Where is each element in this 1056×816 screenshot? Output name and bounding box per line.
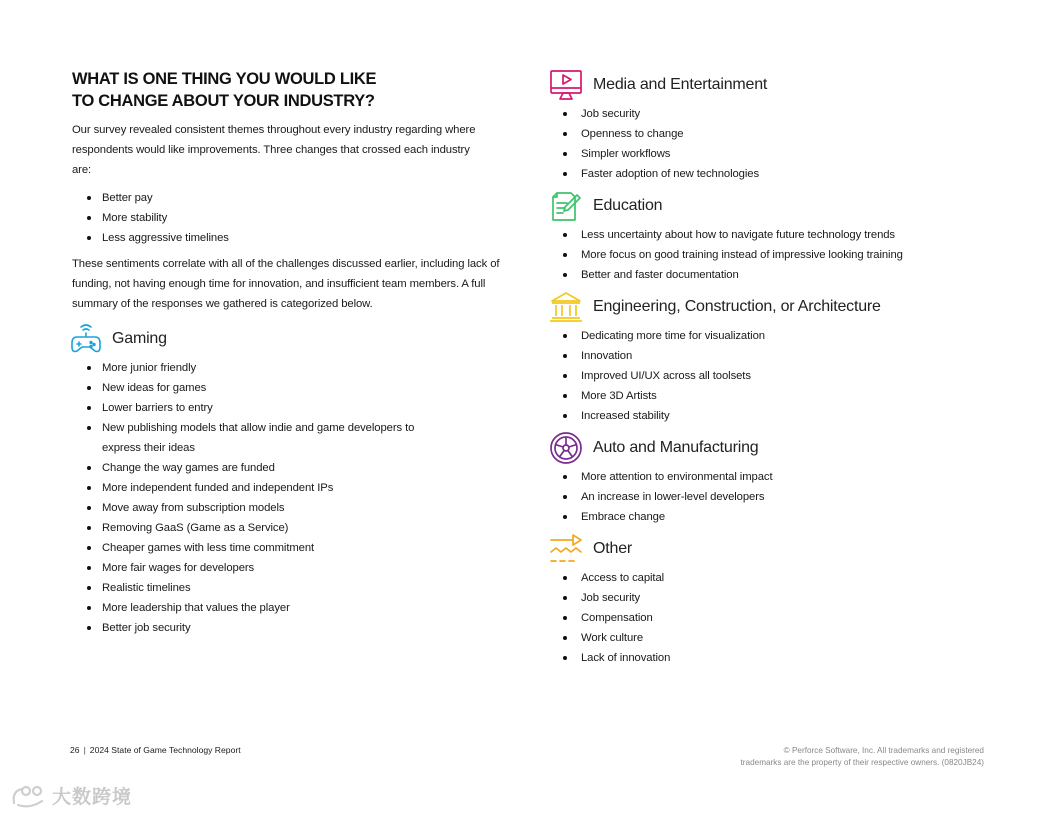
media-section-header [549, 68, 989, 102]
engineering-list [549, 326, 989, 426]
list-item: New publishing models that allow indie and game developers to express their ideas [72, 418, 432, 458]
list-item: Less aggressive timelines [72, 228, 512, 248]
building-columns-icon [549, 290, 583, 324]
summary-paragraph: These sentiments correlate with all of the challenges discussed earlier, including lack of funding, not having enough time for innovation, and insufficient team members. A full summary of the responses we gathered is categorized below. [72, 258, 500, 310]
gaming-list [72, 358, 512, 638]
list-item: Move away from subscription models [72, 498, 432, 518]
watermark-text: 大数跨境 [52, 787, 133, 808]
report-title: 2024 State of Game Technology Report [89, 745, 241, 755]
education-section [549, 189, 989, 285]
list-item: Better pay [72, 188, 512, 208]
engineering-section-header [549, 290, 989, 324]
copyright-notice [741, 745, 984, 769]
education-section-header [549, 189, 989, 223]
list-item: Compensation [549, 608, 989, 628]
list-item: Openness to change [549, 124, 989, 144]
arrows-zigzag-icon [549, 532, 583, 566]
list-item: Faster adoption of new technologies [549, 164, 989, 184]
other-section-header [549, 532, 989, 566]
list-item: Job security [549, 588, 989, 608]
auto-section [549, 431, 989, 527]
media-title: Media and Entertainment [593, 76, 768, 93]
list-item: More attention to environmental impact [549, 467, 989, 487]
list-item: More stability [72, 208, 512, 228]
page-footer [70, 745, 241, 755]
page-number: 26 [70, 745, 80, 755]
list-item: Change the way games are funded [72, 458, 432, 478]
engineering-title: Engineering, Construction, or Architecture [593, 298, 881, 315]
auto-section-header [549, 431, 989, 465]
list-item: Access to capital [549, 568, 989, 588]
engineering-section [549, 290, 989, 426]
list-item: Dedicating more time for visualization [549, 326, 989, 346]
heading-line-2: TO CHANGE ABOUT YOUR INDUSTRY? [72, 92, 375, 110]
list-item: More fair wages for developers [72, 558, 432, 578]
list-item: More focus on good training instead of impressive looking training [549, 245, 989, 265]
list-item: Lack of innovation [549, 648, 989, 668]
watermark-logo-icon [10, 783, 48, 809]
list-item: Better job security [72, 618, 432, 638]
education-list [549, 225, 989, 285]
auto-title: Auto and Manufacturing [593, 439, 759, 456]
other-list [549, 568, 989, 668]
list-item: Improved UI/UX across all toolsets [549, 366, 989, 386]
gamepad-icon [70, 323, 102, 355]
auto-list [549, 467, 989, 527]
watermark [10, 782, 132, 809]
monitor-play-icon [549, 68, 583, 102]
document-pencil-icon [549, 189, 583, 223]
list-item: Less uncertainty about how to navigate future technology trends [549, 225, 989, 245]
list-item: Removing GaaS (Game as a Service) [72, 518, 432, 538]
copyright-line-2: trademarks are the property of their respective owners. (0820JB24) [740, 758, 984, 767]
list-item: Better and faster documentation [549, 265, 989, 285]
list-item: New ideas for games [72, 378, 432, 398]
list-item: An increase in lower-level developers [549, 487, 989, 507]
media-list [549, 104, 989, 184]
list-item: Realistic timelines [72, 578, 432, 598]
list-item: More independent funded and independent IPs [72, 478, 432, 498]
list-item: Job security [549, 104, 989, 124]
list-item: Embrace change [549, 507, 989, 527]
page-heading [72, 68, 512, 112]
other-title: Other [593, 540, 633, 557]
wheel-icon [549, 431, 583, 465]
footer-separator: | [83, 745, 86, 755]
intro-paragraph: Our survey revealed consistent themes throughout every industry regarding where respondents would like improvements. Three changes that crossed each industry are: [72, 124, 476, 176]
list-item: Increased stability [549, 406, 989, 426]
common-changes-list [72, 188, 512, 248]
heading-line-1: WHAT IS ONE THING YOU WOULD LIKE [72, 70, 377, 88]
list-item: Work culture [549, 628, 989, 648]
list-item: Lower barriers to entry [72, 398, 432, 418]
copyright-line-1: © Perforce Software, Inc. All trademarks and registered [783, 746, 984, 755]
other-section [549, 532, 989, 668]
list-item: Cheaper games with less time commitment [72, 538, 432, 558]
list-item: More 3D Artists [549, 386, 989, 406]
list-item: Innovation [549, 346, 989, 366]
list-item: More junior friendly [72, 358, 432, 378]
list-item: Simpler workflows [549, 144, 989, 164]
gaming-title: Gaming [112, 330, 167, 347]
media-section [549, 68, 989, 184]
education-title: Education [593, 197, 663, 214]
gaming-section-header [70, 322, 512, 356]
list-item: More leadership that values the player [72, 598, 432, 618]
left-column [72, 68, 512, 638]
right-column [549, 68, 989, 673]
